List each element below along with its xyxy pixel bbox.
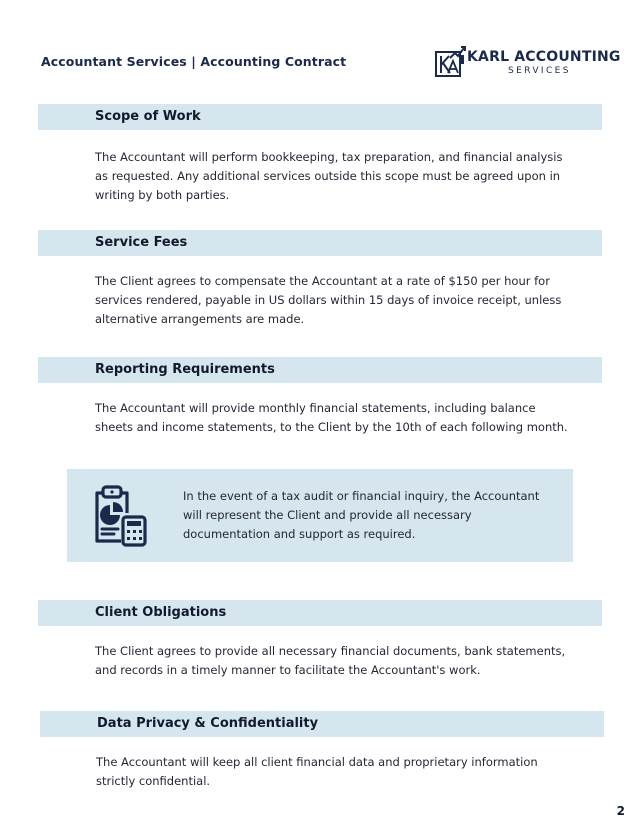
page-number: 2: [616, 804, 625, 818]
section-body-fees: The Client agrees to compensate the Accountant at a rate of $150 per hour for services rendered, payable in US dollars within 15 days of invoice receipt, unless alternative arrangements are made.: [95, 274, 562, 326]
logo-subtitle: SERVICES: [508, 66, 571, 76]
section-header-privacy: [40, 711, 604, 737]
section-header-scope: [38, 104, 602, 130]
clipboard-calculator-icon: [93, 483, 149, 547]
section-heading: Client Obligations: [95, 605, 227, 620]
section-body-privacy: The Accountant will keep all client financial data and proprietary information strictly confidential.: [96, 755, 538, 788]
section-body-reporting: The Accountant will provide monthly financial statements, including balance sheets and income statements, to the Client by the 10th of each following month.: [95, 401, 568, 434]
section-heading: Scope of Work: [95, 109, 201, 124]
audit-callout: [67, 469, 573, 562]
section-header-reporting: [38, 357, 602, 383]
document-title: Accountant Services | Accounting Contract: [41, 54, 347, 69]
callout-text: In the event of a tax audit or financial inquiry, the Accountant will represent the Client and provide all necessary documentation and support as required.: [183, 489, 540, 541]
section-heading: Service Fees: [95, 235, 188, 250]
company-logo: [434, 44, 621, 78]
section-body-obligations: The Client agrees to provide all necessary financial documents, bank statements, and records in a timely manner to facilitate the Accountant's work.: [95, 644, 566, 677]
section-header-fees: [38, 230, 602, 256]
logo-mark-icon: [434, 44, 468, 78]
section-body-scope: The Accountant will perform bookkeeping, tax preparation, and financial analysis as requested. Any additional services outside this scope must be agreed upon in writing by both parties.: [95, 150, 563, 202]
section-header-obligations: [38, 600, 602, 626]
section-heading: Data Privacy & Confidentiality: [97, 716, 319, 731]
logo-name: KARL ACCOUNTING: [467, 49, 621, 65]
section-heading: Reporting Requirements: [95, 362, 275, 377]
